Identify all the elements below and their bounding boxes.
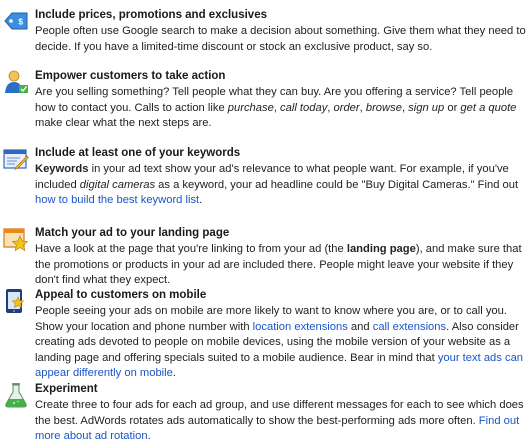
call-extensions-link[interactable]: call extensions xyxy=(372,320,447,333)
tip-title: Appeal to customers on mobile xyxy=(35,289,207,301)
svg-text:$: $ xyxy=(18,17,23,27)
location-extensions-link[interactable]: location extensions xyxy=(252,320,348,333)
tip-title: Include at least one of your keywords xyxy=(35,147,241,159)
tip-text: Have a look at the page that you're linking to from your ad (the landing page), and make sure that the promotions or products in your ad are included there. People might leave your website if they don't find what they expect. xyxy=(35,243,522,286)
tip-title: Include prices, promotions and exclusives xyxy=(35,9,267,21)
mobile-phone-icon xyxy=(3,288,29,314)
ad-rotation-link[interactable]: Find out more about ad rotation xyxy=(35,414,520,442)
price-tag-icon xyxy=(3,8,29,34)
flask-icon xyxy=(3,382,29,408)
customer-person-icon xyxy=(3,69,29,95)
mobile-text-ads-link[interactable]: your text ads can appear differently on mobile xyxy=(35,351,524,379)
edit-document-icon xyxy=(3,146,29,172)
tip-title: Match your ad to your landing page xyxy=(35,227,230,239)
landing-page-star-icon xyxy=(3,226,29,252)
tip-text: People often use Google search to make a decision about something. Give them what they need to decide. If you have a limited-time discount or stock an exclusive product, say so. xyxy=(35,25,526,53)
tip-text: People seeing your ads on mobile are more likely to want to know where you are, or to call you. Show your location and phone number with location extensions and call extensions. Also consider creating ads devoted to people on mobile devices, using the mobile version of your website as a landing page and offering specials suited to a mobile audience. Bear in mind that your text ads can appear differently on mobile. xyxy=(35,305,524,379)
tip-text: Create three to four ads for each ad group, and use different messages for each to see which does the best. AdWords rotates ads automatically to show the best-performing ads more often. Find out more about ad rotation. xyxy=(35,399,524,442)
tip-title: Experiment xyxy=(35,383,98,395)
tip-title: Empower customers to take action xyxy=(35,70,226,82)
tip-text: Keywords in your ad text show your ad's relevance to what people want. For example, if you've included digital cameras as a keyword, your ad headline could be "Buy Digital Cameras." Find out how to build the best keyword list. xyxy=(35,163,519,206)
keyword-list-link[interactable]: how to build the best keyword list xyxy=(35,194,200,206)
tip-text: Are you selling something? Tell people what they can buy. Are you offering a service? Tell people how to contact you. Calls to action like purchase, call today, order, browse, sign up or get a quote make clear what the next steps are. xyxy=(35,86,517,129)
